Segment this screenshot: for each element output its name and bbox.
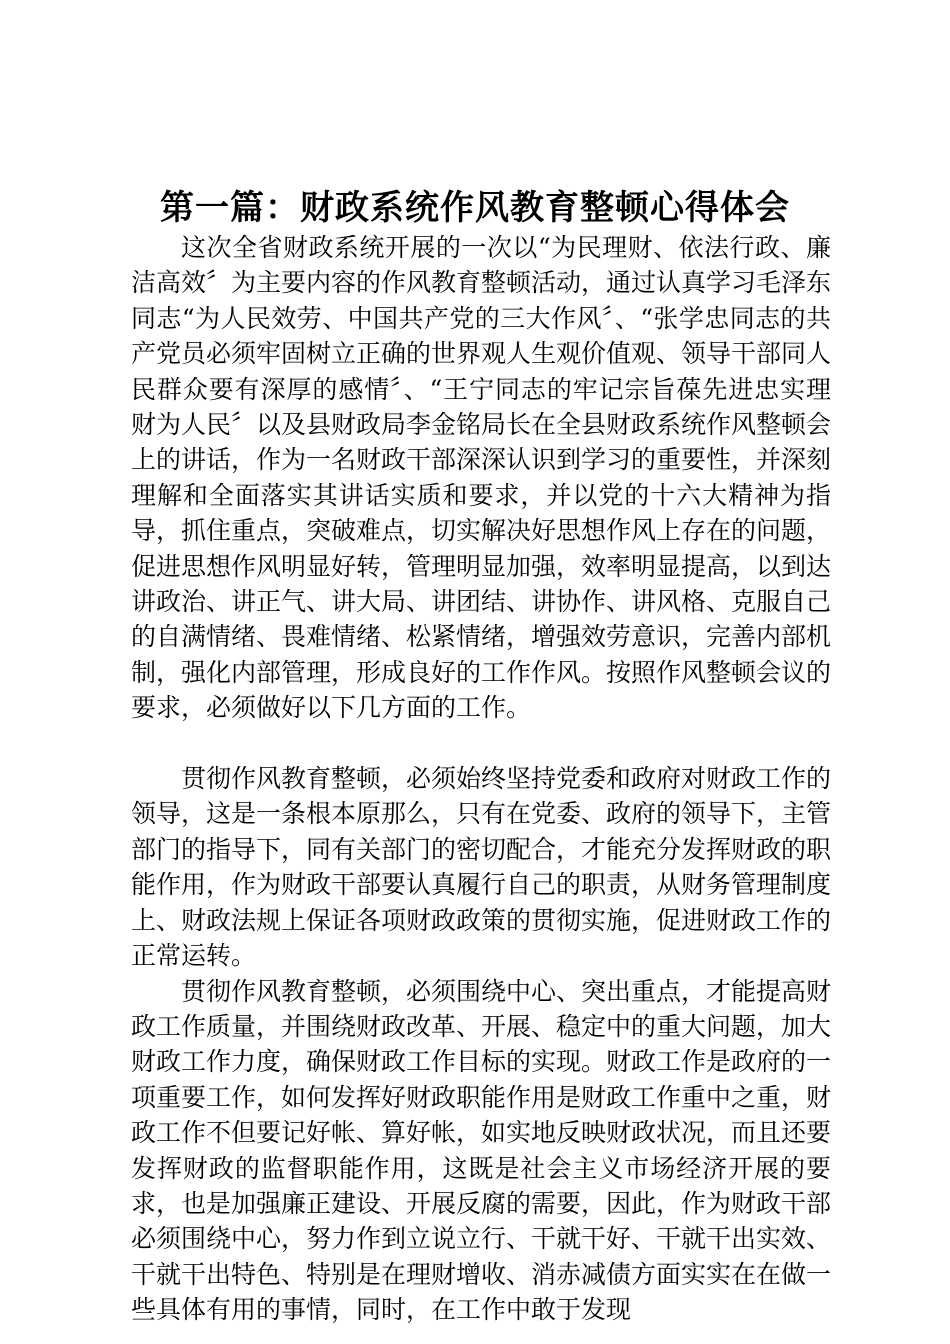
paragraph-leadership: 贯彻作风教育整顿，必须始终坚持党委和政府对财政工作的领导，这是一条根本原那么，只有在党委、政府的领导下，主管部门的指导下，同有关部门的密切配合，才能充分发挥财政的职能作用，作为财政干部要认真履行自己的职责，从财务管理制度上、财政法规上保证各项财政政策的贯彻实施，促进财政工作的正常运转。: [131, 764, 832, 971]
document-body: [131, 230, 831, 1328]
paragraph-focus: 贯彻作风教育整顿，必须围绕中心、突出重点，才能提高财政工作质量，并围绕财政改革、开展、稳定中的重大问题，加大财政工作力度，确保财政工作目标的实现。财政工作是政府的一项重要工作，如何发挥好财政职能作用是财政工作重中之重，财政工作不但要记好帐、算好帐，如实地反映财政状况，而且还要发挥财政的监督职能作用，这既是社会主义市场经济开展的要求，也是加强廉正建设、开展反腐的需要，因此，作为财政干部必须围绕中心，努力作到立说立行、干就干好、干就干出实效、干就干出特色、特别是在理财增收、消赤减债方面实实在在做一些具体有用的事情，同时，在工作中敢于发现: [131, 976, 832, 1325]
document-title: 第一篇：财政系统作风教育整顿心得体会: [160, 188, 790, 228]
paragraph-intro: 这次全省财政系统开展的一次以“为民理财、依法行政、廉洁高效〞为主要内容的作风教育整顿活动，通过认真学习毛泽东同志“为人民效劳、中国共产党的三大作风〞、“张学忠同志的共产党员必须牢固树立正确的世界观人生观价值观、领导干部同人民群众要有深厚的感情〞、“王宁同志的牢记宗旨葆先进忠实理财为人民〞以及县财政局李金铭局长在全县财政系统作风整顿会上的讲话，作为一名财政干部深深认识到学习的重要性，并深刻理解和全面落实其讲话实质和要求，并以党的十六大精神为指导，抓住重点，突破难点，切实解决好思想作风上存在的问题，促进思想作风明显好转，管理明显加强，效率明显提高，以到达讲政治、讲正气、讲大局、讲团结、讲协作、讲风格、克服自己的自满情绪、畏难情绪、松紧情绪，增强效劳意识，完善内部机制，强化内部管理，形成良好的工作作风。按照作风整顿会议的要求，必须做好以下几方面的工作。: [131, 233, 832, 723]
